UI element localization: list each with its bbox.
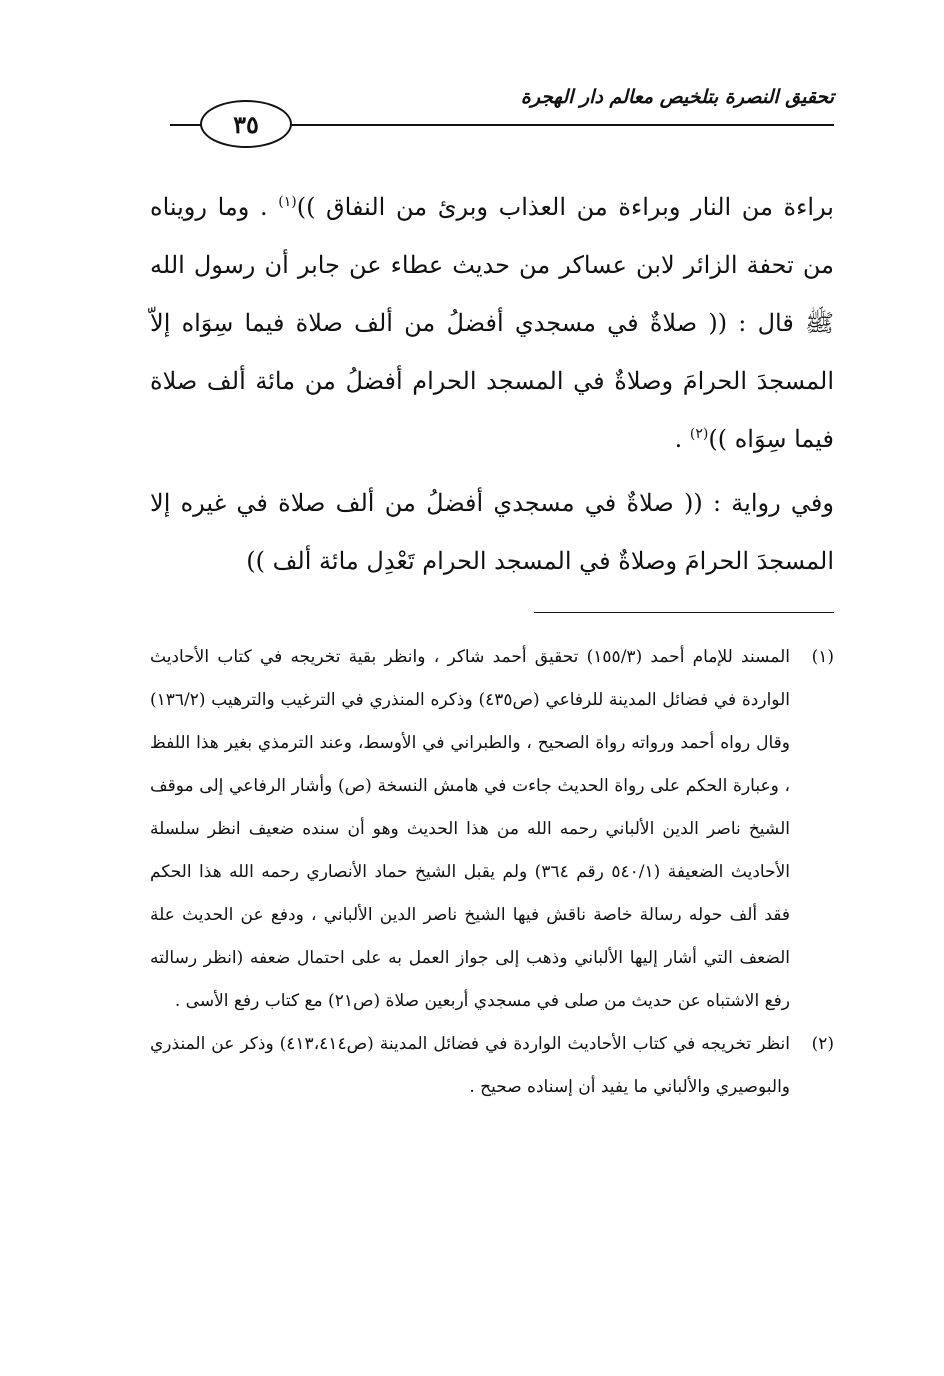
paragraph-2: وفي رواية : (( صلاةٌ في مسجدي أفضلُ من ألف صلاة في غيره إلا المسجدَ الحرامَ وصلاةٌ في المسجد الحرام تَعْدِل مائة ألف )) <box>150 489 834 575</box>
footnote-ref-2: (٢) <box>689 426 709 442</box>
footnote-ref-1: (١) <box>278 194 297 210</box>
paragraph-1-continuation: . وما رويناه من تحفة الزائر لابن عساكر من حديث عطاء عن جابر أن رسول الله ﷺ قال : (( صلاةٌ في مسجدي أفضلُ من ألف صلاة فيما سِوَاه إلاّ المسجدَ الحرامَ وصلاةٌ في المسجد الحرام أفضلُ من مائة ألف صلاة فيما سِوَاه )) <box>150 193 834 453</box>
footnote-1-text: المسند للإمام أحمد (١٥٥/٣) تحقيق أحمد شاكر ، وانظر بقية تخريجه في كتاب الأحاديث الواردة في فضائل المدينة للرفاعي (ص٤٣٥) وذكره المنذري في الترغيب والترهيب (١٣٦/٢) وقال رواه أحمد ورواته رواة الصحيح ، والطبراني في الأوسط، وعند الترمذي بغير هذا اللفظ ، وعبارة الحكم على رواة الحديث جاءت في هامش النسخة (ص) وأشار الرفاعي إلى موقف الشيخ ناصر الدين الألباني رحمه الله من هذا الحديث وهو أن سنده ضعيف انظر سلسلة الأحاديث الضعيفة (٥٤٠/١ رقم ٣٦٤) ولم يقبل الشيخ حماد الأنصاري رحمه الله هذا الحكم فقد ألف حوله رسالة خاصة ناقش فيها الشيخ ناصر الدين الألباني ، ودفع عن الحديث علة الضعف التي أشار إليها الألباني وذهب إلى جواز العمل به على احتمال ضعفه (انظر رسالته رفع الاشتباه عن حديث من صلى في مسجدي أربعين صلاة (ص٢١) مع كتاب رفع الأسى . <box>150 647 790 1011</box>
footnotes <box>150 636 834 1109</box>
header-rule <box>290 124 834 126</box>
footnote-2 <box>150 1023 834 1109</box>
footnote-1-number: (١) <box>811 647 834 667</box>
footnote-2-text: انظر تخريجه في كتاب الأحاديث الواردة في فضائل المدينة (ص٤١٣،٤١٤) وذكر عن المنذري والبوصيري والألباني ما يفيد أن إسناده صحيح . <box>150 1034 790 1097</box>
page-number: ٣٥ <box>200 100 292 148</box>
header-rule-left <box>170 124 202 126</box>
main-text <box>150 178 834 590</box>
paragraph-1 <box>150 178 834 468</box>
paragraph-1-text: براءة من النار وبراءة من العذاب وبرئ من النفاق )) <box>296 193 834 221</box>
footnote-2-number: (٢) <box>811 1034 834 1054</box>
footnote-1 <box>150 636 834 1023</box>
paragraph-1-end: . <box>674 425 683 453</box>
footnote-separator <box>534 612 834 613</box>
running-title: تحقيق النصرة بتلخيص معالم دار الهجرة <box>520 86 834 108</box>
